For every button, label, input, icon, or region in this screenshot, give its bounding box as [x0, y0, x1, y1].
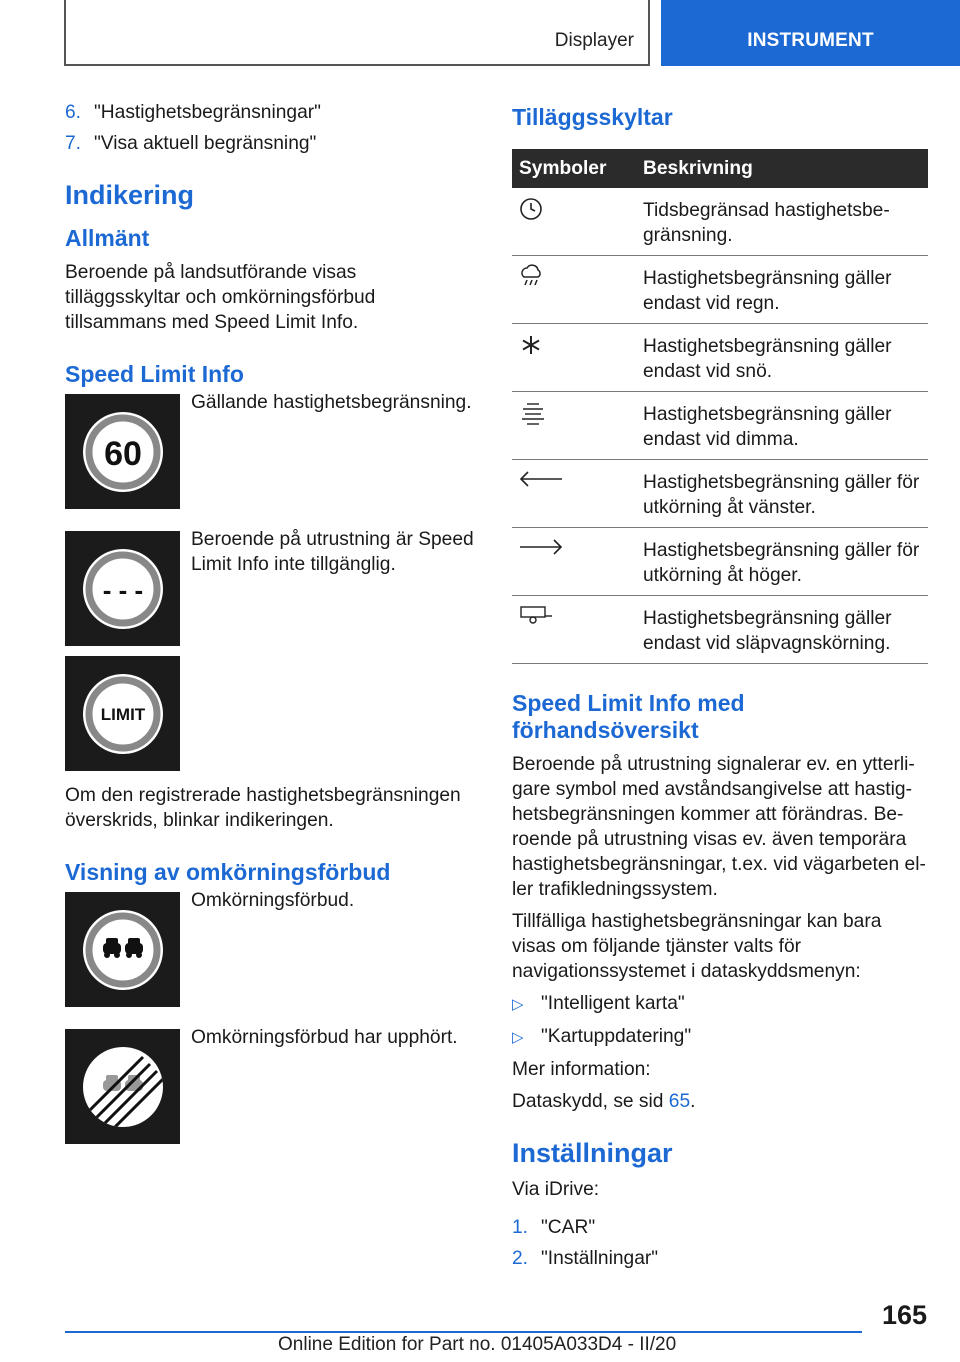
heading-installningar: Inställningar [512, 1138, 673, 1168]
figure-row-end-no-overtaking [65, 1029, 475, 1144]
heading-tillaggsskyltar: Tilläggsskyltar [512, 104, 673, 130]
paragraph-forhand-1: Beroende på utrustning signalerar ev. en ytterligare symbol med avståndsangivelse att hastighetsbegränsningen kommer att förändras. Beroende på utrustning visas ev. även temporära hastighetsbegränsningar, t.ex. vid vägarbeten eller trafikledningssystem. [512, 754, 926, 900]
steps-list-continued [65, 100, 475, 156]
supplementary-signs-table [512, 149, 928, 664]
triangle-bullet-icon: ▷ [512, 1029, 524, 1046]
heading-forhandsoversikt: Speed Limit Info med förhandsöversikt [512, 690, 745, 743]
end-no-overtaking-image [65, 1029, 180, 1144]
table-cell-description: Hastighetsbegränsning gäller endast vid dimma. [638, 392, 928, 460]
header-chapter-tab: INSTRUMENT [661, 0, 960, 66]
arrow-left-icon [518, 468, 564, 490]
no-overtaking-icon [78, 905, 168, 995]
no-overtaking-image [65, 892, 180, 1007]
heading-speed-limit-info: Speed Limit Info [65, 361, 244, 387]
table-cell-description: Hastighetsbegränsning gäller för utkörning åt höger. [638, 528, 928, 596]
list-item: 7. "Visa aktuell begränsning" [65, 133, 317, 154]
paragraph-allmant: Beroende på landsutförande visas tilläggsskyltar och omkörningsförbud tillsammans med Speed Limit Info. [65, 262, 376, 333]
caption-not-available: Beroende på utrustning är Speed Limit Info inte tillgänglig. [191, 529, 474, 575]
speed-value: 60 [103, 434, 142, 473]
limit-image [65, 656, 180, 771]
table-row [512, 256, 928, 324]
steps-list [512, 1215, 928, 1271]
footer-divider [65, 1331, 862, 1333]
list-item: 6. "Hastighetsbegränsningar" [65, 102, 321, 123]
column-header-description: Beskrivning [638, 149, 928, 188]
rain-icon [518, 264, 544, 290]
caption-no-overtaking: Omkörningsförbud. [191, 890, 355, 911]
right-column [512, 100, 928, 1277]
table-row [512, 392, 928, 460]
unavailable-value: - - - [102, 574, 143, 605]
paragraph-overskrids: Om den registrerade hastighetsbegränsningen överskrids, blinkar indikeringen. [65, 785, 461, 831]
header-section-title: Displayer [554, 30, 634, 51]
paragraph-dataskydd: Dataskydd, se sid 65. [512, 1091, 696, 1112]
clock-icon [518, 196, 544, 222]
table-row [512, 460, 928, 528]
table-cell-description: Hastighetsbegränsning gäller endast vid regn. [638, 256, 928, 324]
trailer-icon [518, 604, 554, 626]
table-header-row [512, 149, 928, 188]
table-cell-description: Tidsbegränsad hastighetsbegränsning. [638, 188, 928, 256]
table-row [512, 596, 928, 664]
figure-row-limit [65, 656, 475, 771]
table-cell-description: Hastighetsbegränsning gäller för utkörning åt vänster. [638, 460, 928, 528]
figure-row-not-available [65, 531, 475, 646]
table-row [512, 324, 928, 392]
list-item: ▷ "Intelligent karta" [512, 991, 928, 1017]
end-no-overtaking-icon [78, 1042, 168, 1132]
table-cell-description: Hastighetsbegränsning gäller endast vid släpvagnskörning. [638, 596, 928, 664]
speed-limit-unavailable-icon [78, 544, 168, 634]
paragraph-mer-information: Mer information: [512, 1059, 651, 1080]
arrow-right-icon [518, 536, 564, 558]
table-cell-description: Hastighetsbegränsning gäller endast vid snö. [638, 324, 928, 392]
list-item: 1. "CAR" [512, 1217, 596, 1238]
snowflake-icon [518, 332, 544, 358]
left-column [65, 100, 475, 1144]
paragraph-forhand-2: Tillfälliga hastighetsbegränsningar kan bara visas om följande tjänster valts för navigationssystemet i dataskyddsmenyn: [512, 911, 882, 982]
column-header-symbols: Symboler [512, 149, 638, 188]
speed-limit-unavailable-image [65, 531, 180, 646]
heading-omkorningsforbud: Visning av omkörningsförbud [65, 859, 391, 885]
table-row [512, 188, 928, 256]
caption-speed-60: Gällande hastighetsbegränsning. [191, 392, 472, 413]
heading-allmant: Allmänt [65, 225, 150, 251]
speed-limit-60-image [65, 394, 180, 509]
triangle-bullet-icon: ▷ [512, 996, 524, 1013]
services-list [512, 991, 928, 1050]
figure-row-speed-60 [65, 394, 475, 509]
footer-edition: Online Edition for Part no. 01405A033D4 - II/20 [278, 1334, 677, 1355]
figure-row-no-overtaking [65, 892, 475, 1007]
list-item: ▷ "Kartuppdatering" [512, 1024, 928, 1050]
fog-icon [518, 400, 548, 426]
page-reference-link[interactable]: 65 [668, 1091, 691, 1112]
paragraph-via-idrive: Via iDrive: [512, 1179, 600, 1200]
list-item: 2. "Inställningar" [512, 1248, 659, 1269]
speed-limit-sign-icon [78, 407, 168, 497]
page-number: 165 [881, 1300, 927, 1330]
limit-sign-icon [78, 669, 168, 759]
header-section-box [64, 0, 650, 66]
caption-end-no-overtaking: Omkörningsförbud har upphört. [191, 1027, 458, 1048]
heading-indikering: Indikering [65, 180, 195, 210]
limit-text: LIMIT [100, 704, 145, 724]
table-row [512, 528, 928, 596]
